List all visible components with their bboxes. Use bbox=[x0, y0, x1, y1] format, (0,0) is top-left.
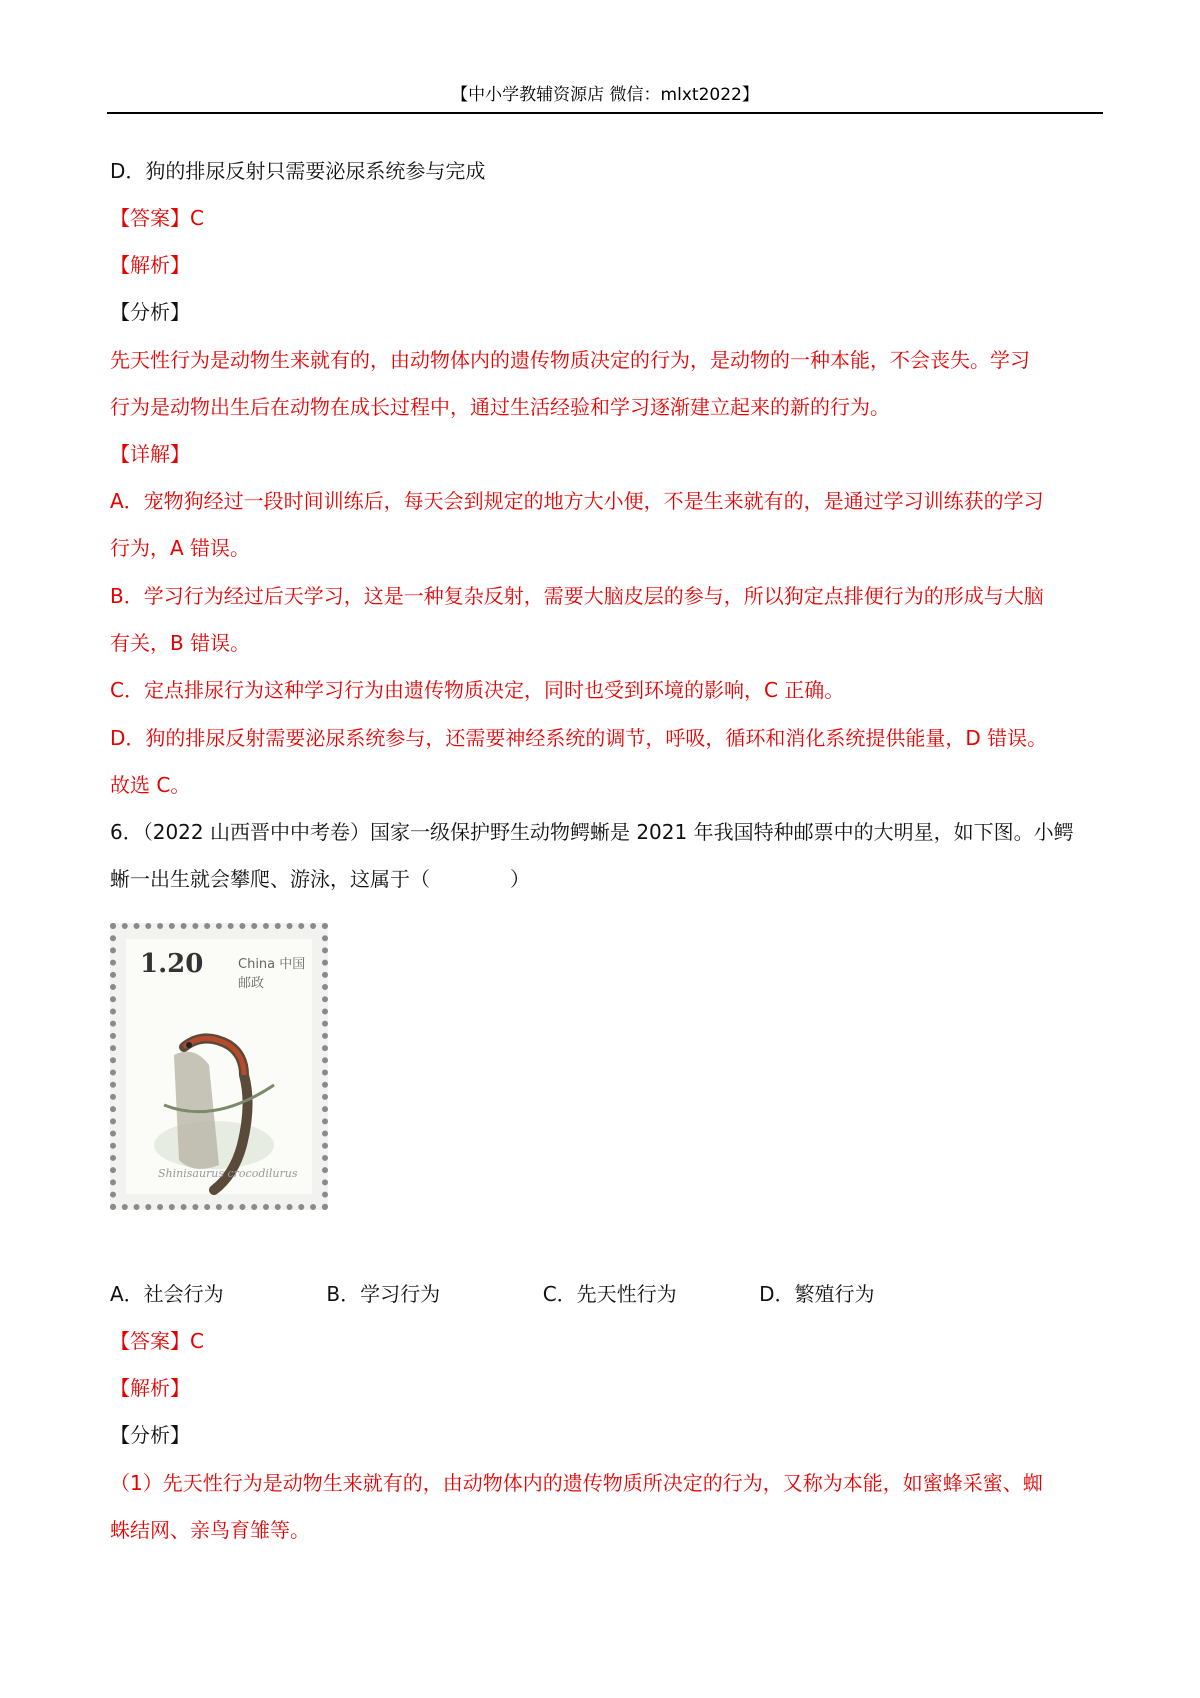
analysis-text: （1）先天性行为是动物生来就有的，由动物体内的遗传物质所决定的行为，又称为本能，如蜜蜂采蜜、蜘 bbox=[110, 1471, 1043, 1495]
lizard-illustration bbox=[134, 975, 314, 1195]
detail-text: C．定点排尿行为这种学习行为由遗传物质决定，同时也受到环境的影响，C 正确。 bbox=[110, 678, 845, 702]
option-b: B．学习行为 bbox=[326, 1282, 441, 1306]
detail-text: A．宠物狗经过一段时间训练后，每天会到规定的地方大小便，不是生来就有的，是通过学习训练获的学习 bbox=[110, 489, 1044, 513]
option-a: A．社会行为 bbox=[110, 1282, 224, 1306]
option-c: C．先天性行为 bbox=[542, 1282, 677, 1306]
option-d-statement: D．狗的排尿反射只需要泌尿系统参与完成 bbox=[110, 159, 486, 183]
answer-label: 【答案】C bbox=[110, 206, 204, 230]
analysis-text: 蛛结网、亲鸟育雏等。 bbox=[110, 1518, 310, 1542]
analysis-label: 【解析】 bbox=[110, 1376, 190, 1400]
detail-text: D．狗的排尿反射需要泌尿系统参与，还需要神经系统的调节，呼吸，循环和消化系统提供能量，D 错误。 bbox=[110, 726, 1048, 750]
analysis-label: 【解析】 bbox=[110, 253, 190, 277]
conclusion-text: 故选 C。 bbox=[110, 773, 191, 797]
detail-label: 【详解】 bbox=[110, 442, 190, 466]
answer-options bbox=[110, 1280, 874, 1308]
stamp-latin-name: Shinisaurus crocodilurus bbox=[158, 1167, 298, 1180]
answer-label: 【答案】C bbox=[110, 1329, 204, 1353]
stamp-country: China 中国邮政 bbox=[238, 957, 306, 991]
detail-text: 有关，B 错误。 bbox=[110, 631, 251, 655]
detail-text: B．学习行为经过后天学习，这是一种复杂反射，需要大脑皮层的参与，所以狗定点排便行为的形成与大脑 bbox=[110, 584, 1044, 608]
analysis-text: 行为是动物出生后在动物在成长过程中，通过生活经验和学习逐渐建立起来的新的行为。 bbox=[110, 395, 890, 419]
analysis-text: 先天性行为是动物生来就有的，由动物体内的遗传物质决定的行为，是动物的一种本能，不会丧失。学习 bbox=[110, 348, 1030, 372]
crocodile-lizard-stamp bbox=[110, 923, 328, 1210]
page-header: 【中小学教辅资源店 微信：mlxt2022】 bbox=[107, 82, 1103, 114]
question-6: 6．（2022 山西晋中中考卷）国家一级保护野生动物鳄蜥是 2021 年我国特种邮票中的大明星，如下图。小鳄 bbox=[110, 820, 1074, 844]
question-6: 蜥一出生就会攀爬、游泳，这属于（ ） bbox=[110, 867, 530, 891]
detail-text: 行为，A 错误。 bbox=[110, 536, 251, 560]
option-d: D．繁殖行为 bbox=[759, 1282, 875, 1306]
stamp-value: 1.20 bbox=[140, 949, 204, 979]
fenxi-label: 【分析】 bbox=[110, 300, 190, 324]
fenxi-label: 【分析】 bbox=[110, 1423, 190, 1447]
